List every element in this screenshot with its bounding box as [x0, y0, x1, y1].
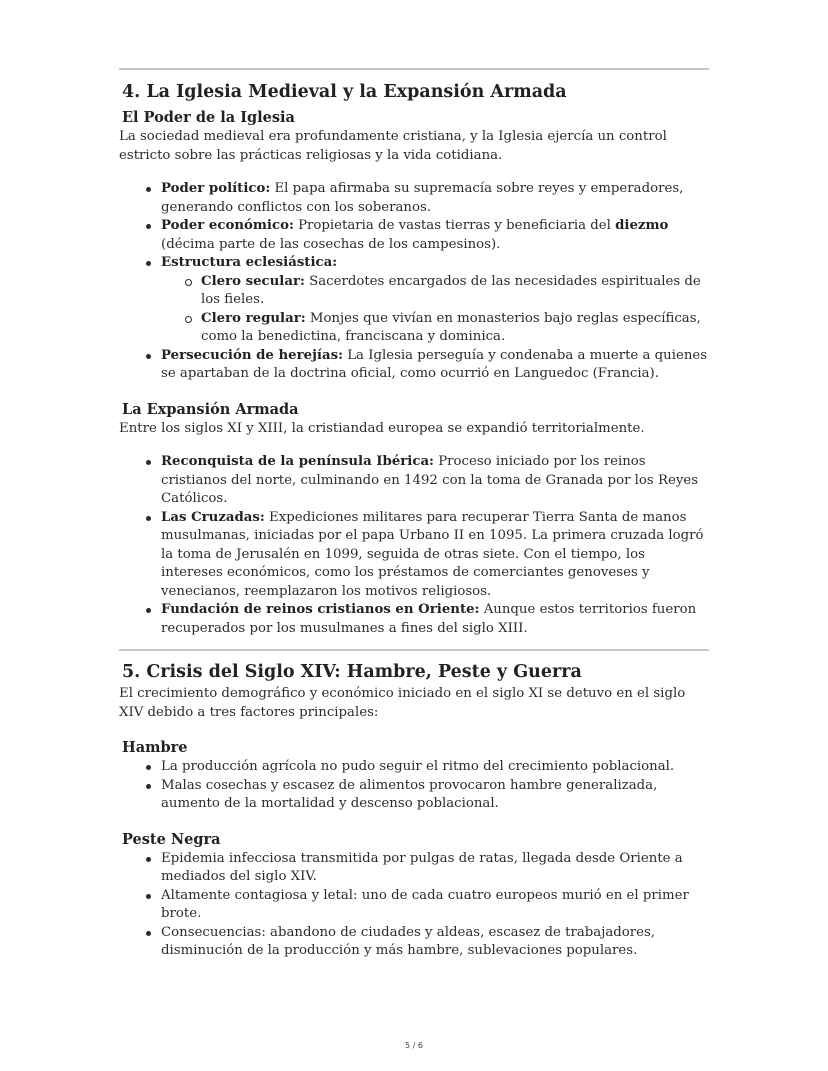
- peste-negra-heading: Peste Negra: [122, 830, 221, 848]
- list-item: Fundación de reinos cristianos en Oriente: Aunque estos territorios fueron recuperados por los musulmanes a fines del siglo XIII.: [161, 601, 709, 638]
- list-item: Las Cruzadas: Expediciones militares para recuperar Tierra Santa de manos musulmanas, iniciadas por el papa Urbano II en 1095. La primera cruzada logró la toma de Jerusalén en 1099, seguida de otras siete. Con el tiempo, los intereses económicos, como los préstamos de comerciantes genoveses y venecianos, reemplazaron los motivos religiosos.: [161, 509, 709, 602]
- list-item: Clero regular: Monjes que vivían en monasterios bajo reglas específicas, como la benedictina, franciscana y dominica.: [201, 310, 709, 347]
- expansion-armada-list: [119, 453, 709, 638]
- expansion-armada-intro: Entre los siglos XI y XIII, la cristiandad europea se expandió territorialmente.: [119, 420, 645, 436]
- section-4-title: 4. La Iglesia Medieval y la Expansión Armada: [122, 82, 567, 102]
- list-item: Poder político: El papa afirmaba su supremacía sobre reyes y emperadores, generando conflictos con los soberanos.: [161, 180, 709, 217]
- estructura-sublist: [161, 273, 709, 347]
- hambre-heading: Hambre: [122, 739, 188, 756]
- section-divider: [119, 649, 709, 651]
- list-item: Consecuencias: abandono de ciudades y aldeas, escasez de trabajadores, disminución de la producción y más hambre, sublevaciones populares.: [161, 924, 709, 961]
- list-item: Poder económico: Propietaria de vastas tierras y beneficiaria del diezmo (décima parte de las cosechas de los campesinos).: [161, 217, 709, 254]
- list-item: Malas cosechas y escasez de alimentos provocaron hambre generalizada, aumento de la mortalidad y descenso poblacional.: [161, 777, 709, 814]
- list-item: Epidemia infecciosa transmitida por pulgas de ratas, llegada desde Oriente a mediados del siglo XIV.: [161, 850, 709, 887]
- list-item: Estructura eclesiástica: Clero secular: Sacerdotes encargados de las necesidades espirituales de los fieles. Clero regular: Monjes que vivían en monasterios bajo reglas específicas, como la benedictina, franciscana y dominica.: [161, 254, 709, 347]
- poder-iglesia-heading: El Poder de la Iglesia: [122, 109, 295, 126]
- list-item: Reconquista de la península Ibérica: Proceso iniciado por los reinos cristianos del norte, culminando en 1492 con la toma de Granada por los Reyes Católicos.: [161, 453, 709, 509]
- document-page: [119, 68, 709, 961]
- list-item: Clero secular: Sacerdotes encargados de las necesidades espirituales de los fieles.: [201, 273, 709, 310]
- list-item: Altamente contagiosa y letal: uno de cada cuatro europeos murió en el primer brote.: [161, 887, 709, 924]
- section-5-title: 5. Crisis del Siglo XIV: Hambre, Peste y Guerra: [122, 662, 582, 682]
- crisis-intro: El crecimiento demográfico y económico iniciado en el siglo XI se detuvo en el siglo XIV debido a tres factores principales:: [119, 686, 686, 720]
- list-item: La producción agrícola no pudo seguir el ritmo del crecimiento poblacional.: [161, 758, 709, 777]
- hambre-list: [119, 758, 709, 814]
- poder-iglesia-list: [119, 180, 709, 384]
- page-number: 5 / 6: [405, 1041, 423, 1050]
- poder-iglesia-intro: La sociedad medieval era profundamente cristiana, y la Iglesia ejercía un control estricto sobre las prácticas religiosas y la vida cotidiana.: [119, 129, 667, 163]
- expansion-armada-heading: La Expansión Armada: [122, 400, 299, 418]
- list-item: Persecución de herejías: La Iglesia perseguía y condenaba a muerte a quienes se apartaban de la doctrina oficial, como ocurrió en Languedoc (Francia).: [161, 347, 709, 384]
- peste-negra-list: [119, 850, 709, 961]
- section-divider: [119, 68, 709, 70]
